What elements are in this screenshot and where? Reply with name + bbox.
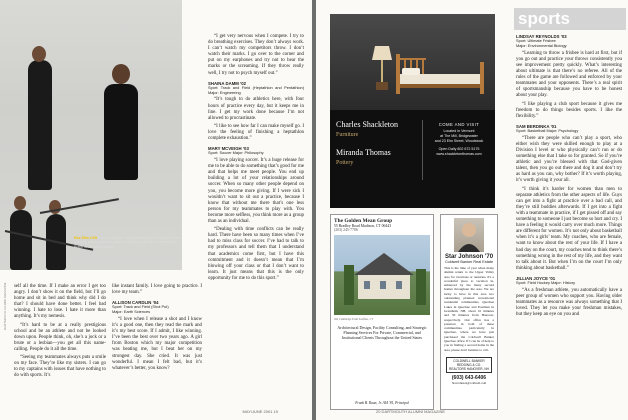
paragraph: “I love when I release a shot and I know it’s a good one, then they read the mark and it’s my best score. If I admit, I like winning. I’ve been the best over two years ago. A girl from Boston which my major competition was beating me, but I beat her on my strongest day. She cried. It was just wonderful. I mean I felt bad, but it’s whatever’s better, you know?	[112, 316, 202, 371]
profile-name-mary: MARY MCVEIGH ’03	[208, 146, 249, 152]
ad-detail-line: and 23 Elm Street, Woodstock	[434, 139, 484, 143]
ad-tag-pottery: Pottery	[336, 160, 354, 166]
profile-meta-jillian: Sport: Field Hockey Major: History	[516, 280, 576, 286]
right-page	[316, 0, 628, 420]
profile-meta-sam: Sport: Basketball Major: Psychology	[516, 128, 579, 134]
paragraph: “I like to see how far I can make myself go. I love the feeling of finishing a heptathlon complete exhaustion.”	[208, 123, 304, 142]
person-icon	[454, 218, 484, 252]
profile-meta-allison: Sport: Track and Field (Shot Put) Major: Earth Sciences	[112, 304, 169, 315]
coldwell-banker-logo: COLDWELL BANKER REDDING & CO. REALTORS HANOVER, NH	[446, 357, 492, 373]
lamp-icon	[372, 46, 392, 90]
profile-name-sam: SAM BERDINKA ’01	[516, 123, 557, 129]
ad-detail-line: Open Daily 802 672 5175	[438, 147, 480, 151]
ad-website-link[interactable]: www.shackletonthomas.com	[436, 152, 482, 156]
ad-detail-line: at The Mill, Bridgewater	[440, 134, 478, 138]
paragraph: “I like playing a club sport because it gives me freedom to do things besides sports. I like the flexibility.”	[516, 101, 622, 119]
come-visit-label: COME AND VISIT	[438, 122, 480, 127]
vertical-credit: DARTMOUTH ALUMNI MAGAZINE	[3, 282, 7, 330]
paragraph: “It’s hard to be at a really prestigious school and be an athlete and not be looked down upon. People think, oh, she’s a jock or a brute or a lesbian—you get all this name-calling. People do it all the time.	[14, 322, 106, 352]
ad-name-shackleton: Charles Shackleton	[336, 120, 398, 129]
profile-name-lindsay: LINDSAY REYNOLDS ’03	[516, 34, 567, 39]
agent-name: Star Johnson '70	[444, 254, 494, 260]
agent-email[interactable]: Star.Johnson@coldwell.com	[451, 380, 487, 385]
paragraph: “It’s tough to do athletics here, with four hours of practice every day, but it keeps me in line. I get my work done because I’m not allowed to procrastinate.	[208, 97, 304, 121]
profile-name-allison: ALLISON CARDLIN ’04	[112, 300, 159, 306]
golden-mean-ad[interactable]	[330, 214, 434, 410]
paragraph: “I get very nervous when I compete. I try to do breathing exercises. They don’t always work. I can’t watch my competitors throw. I don’t watch their marks. I go over to the corner and put on my earphones and try not to hear the marks or the screaming. If they throw really well, I try not to psych myself out.”	[208, 34, 304, 76]
photo-caption	[74, 236, 182, 249]
house-icon	[334, 235, 432, 315]
paragraph: “Learning to throw a frisbee is hard at first, but if you go out and practice your throws consistently you see improvement pretty quickly. What’s interesting about ultimate is that there’s no referee. All of the rules of the game are followed and enforced by your teammates and your opponents. There’s a real spirit of sportsmanship because you have to be honest about your play.	[516, 50, 622, 99]
agent-portrait	[454, 218, 484, 252]
ad-title: The Golden Mean Group	[334, 218, 393, 224]
ad-signature: Frank B. Raun, Jr. AIA '81, Principal	[355, 401, 409, 405]
left-page	[0, 0, 312, 420]
left-column-3	[208, 34, 304, 284]
furniture-ad[interactable]	[330, 14, 495, 208]
paragraph: “There are people who can’t play a sport, who either wish they were skilled enough to play at a Division I level or who physically can’t run or do something else that I take so for granted. So if you’re athletic and you’re blessed with that God-given talent, then you go out there and dog it and don’t try as hard as you can, why bother? If it’s worth playing, it’s worth giving it your all.	[516, 135, 622, 184]
profile-name-shaina: SHAINA DAMM ’02	[208, 80, 247, 86]
ad-name-thomas: Miranda Thomas	[336, 148, 391, 157]
paragraph: “Seeing my teammates always puts a smile on my face. They’re like my sisters. I can go to my captains with issues that have nothing to do with sports. It’s	[14, 355, 106, 379]
ad-detail-line: Located in Vermont	[443, 129, 475, 133]
paragraph: “I think it’s harder for women than men to separate athletics from the other aspects of life. Guys can get into a fight at practice over a bad call, and they’re still buddies afterwards. If I get into a fight with a teammate in practice, if I get pissed off and say something to someone I just become so hurt and cry. I have a feeling it would carry over much more. Things are different for women. It’s not only about basketball when it’s a girls’ team. My coaches, who are female, want to know about the rest of your life. If I have a bad day on the court, my coaches tend to think there’s something wrong in the rest of my life, and they want to talk about it. But when I’m on the court I’m only thinking about basketball.”	[516, 186, 622, 271]
agent-company: Coldwell Banker Real Estate	[444, 260, 494, 264]
caption-text: “I love my team,” says softball pitcher Sarah Damm (above), shown with star pitcher Allison Cardlin and rowers Jillian Butler and Sarah London.	[74, 236, 180, 249]
star-johnson-ad[interactable]	[440, 214, 498, 410]
bed-icon	[396, 54, 484, 94]
right-column	[516, 34, 622, 320]
paragraph: “As a freshman athlete, you automatically have a peer group of women who support you. Having older teammates as a resource was always something that I loved. They let you make your freshman mistakes, but they keep an eye on you and	[516, 287, 622, 318]
paragraph: “I love playing soccer. It’s a huge release for me to be able to do something that’s good for me and that helps me meet people. You end up building a lot of your relationships around soccer. When so many other people depend on you, you become more giving. If I were sick I wouldn’t want to sit out a practice, because I know that without me there that’s one less person for my teammates to play with. You become more selfless, you think more as a group than as an individual.	[208, 158, 304, 225]
profile-name-jillian: JILLIAN JOYCE ’01	[516, 275, 556, 281]
ad-visit-details	[426, 122, 492, 157]
ad-body: Architectural Design, Facility Consulting, and Strategic Planning Services For Private, Commercial, and Institutional Clients Throughout the United States	[337, 325, 427, 341]
page-folio-left: MAY/JUNE 2001 19	[242, 409, 278, 414]
profile-meta-lindsay: Sport: Ultimate Frisbee Major: Environmental Biology	[516, 38, 567, 48]
paragraph: “Dealing with time conflicts can be really hard. There have been so many times when I’ve had to miss class for soccer. I’ve had to talk to my professors and tell them that I understand that academics come first, but I have this commitment and it doesn’t mean that I’m blowing off your class or that I don’t want to learn. It just means that this is the only opportunity for me to do this sport.”	[208, 227, 304, 281]
paragraph: like instant family. I love going to practice. I love my team.”	[112, 284, 202, 296]
profile-meta-shaina: Sport: Track and Field (Heptathlon and Pentathlon) Major: Engineering	[208, 84, 304, 95]
caption-lead: Rae Ellis Clift	[74, 236, 97, 240]
house-photo	[334, 235, 430, 315]
section-title: sports	[514, 8, 626, 30]
softball-photo	[0, 0, 182, 270]
page-folio-right: 20 DARTMOUTH ALUMNI MAGAZINE	[376, 409, 446, 414]
ad-address: 55 Bradley Road Madison, CT 06443	[334, 224, 392, 228]
agent-phone[interactable]: (603) 643-6406	[451, 374, 487, 381]
left-column-1	[14, 284, 106, 381]
left-column-2	[112, 284, 202, 374]
ad-tag-furniture: Furniture	[336, 132, 359, 138]
paragraph: self all the time. If I make an error I get too angry. I don’t show it on the field, but I’ll go home and sit in bed and think why did I do that? I should have done better. I feel bad winning. I hate to lose. I hate it more than anything. It’s my nemesis.	[14, 284, 106, 320]
photo-caption: Old Cambridge Farm Sonffalo, CT	[334, 318, 374, 321]
profile-meta-mary: Sport: Soccer Major: Philosophy	[208, 150, 264, 156]
bedroom-photo	[330, 14, 495, 110]
ad-phone: (203) 245-7786	[334, 228, 358, 232]
divider	[422, 120, 423, 180]
ad-body: This is the time of year when many alumni return to the Upper Valley area for vacations or reunions. It's a wonderful place to vacation in, enhanced by the many second homes throughout the area. We are lucky to have in this area two outstanding planned recreational residential communities, Quechee Lakes in Quechee and Eastman in Grantham, NH, about 10 minutes and 30 minutes from Hanover, respectively. Our office has a presence in both of these communities, particularly in Quechee, where we have just purchased the Coldwell Banker Quechee office. If I can be of help to you in finding a second home in the area, please don't hesitate to call.	[444, 266, 494, 352]
